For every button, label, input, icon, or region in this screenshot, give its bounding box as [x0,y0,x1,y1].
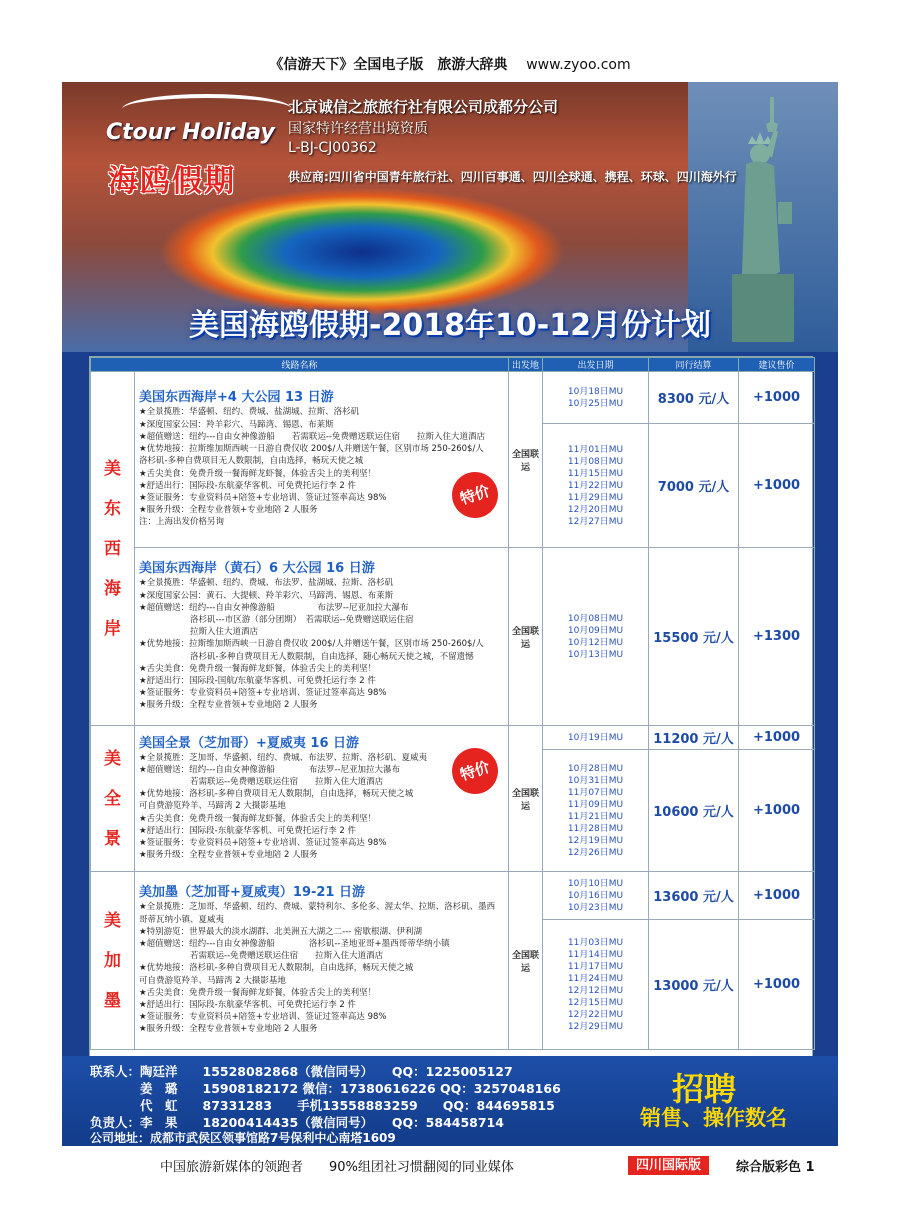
departure-date: 10月19日MU [567,732,624,743]
route-feature: ★超值赠送：纽约---自由女神像游船 布法罗--尼亚加拉大瀑布 [139,602,409,613]
route-feature: ★舒适出行：国际段-东航豪华客机、可免费托运行李 2 件 [139,1000,357,1010]
route-feature: 可自费游览羚羊、马蹄湾 2 大摄影基地 [139,975,286,986]
departure-dates [543,548,649,726]
route-feature: ★深度国家公园：黄石、大提顿、羚羊彩穴、马蹄湾、锡恩、布莱斯 [139,590,394,601]
departure-date: 11月09日MU [567,799,624,810]
trade-price: 13000 元/人 [649,920,739,1050]
header-depart: 出发地 [509,358,543,372]
departure-date: 12月26日MU [567,847,624,858]
departure-date: 12月12日MU [567,985,624,996]
route-feature: ★超值赠送：纽约---自由女神像游船 若需联运--免费赠送联运住宿 拉斯入住大道酒店 [139,431,485,442]
route-title[interactable]: 美国全景（芝加哥）+夏威夷 16 日游 [139,735,360,751]
departure-dates [543,424,649,548]
departure-date: 10月09日MU [567,625,624,636]
departure-date: 11月14日MU [567,949,624,960]
edition-label: 综合版彩色 1 [736,1160,815,1175]
special-price-badge: 特价 [446,466,504,524]
publication-header [0,54,900,74]
departure-city: 全国联运 [509,548,543,726]
region-char: 加 [104,950,121,971]
website-link[interactable]: www.zyoo.com [526,57,631,73]
departure-date: 12月19日MU [567,835,624,846]
route-feature: ★全景揽胜：华盛顿、纽约、费城、盐湖城、拉斯、洛杉矶 [139,407,360,418]
region-char: 全 [104,788,121,809]
route-feature: ★超值赠送：纽约---自由女神像游船 布法罗--尼亚加拉大瀑布 [139,764,400,775]
route-feature: ★舒适出行：国际段-国航/东航豪华客机、可免费托运行李 2 件 [139,676,376,686]
region-char: 海 [104,578,121,599]
suggested-markup: +1300 [739,548,815,726]
route-feature: 注：上海出发价格另询 [139,517,225,528]
departure-date: 12月27日MU [567,516,624,527]
route-feature: ★优势地接：洛杉矶-多种自费项目无人数限制，自由选择，畅玩天使之城 [139,789,414,800]
suggested-markup: +1000 [739,920,815,1050]
region-char: 墨 [104,990,121,1011]
header-price: 同行结算 [649,358,739,372]
route-feature: ★舒适出行：国际段-东航豪华客机、可免费托运行李 2 件 [139,480,357,491]
license-line-1: 国家特许经营出境资质 [288,121,428,137]
route-description [135,726,509,872]
departure-city: 全国联运 [509,372,543,548]
company-name: 北京诚信之旅旅行社有限公司成都分公司 [288,98,559,116]
itinerary-table [89,356,813,1058]
route-feature: ★深度国家公园：羚羊彩穴、马蹄湾、锡恩、布莱斯 [139,419,334,430]
route-feature: ★舌尖美食：免费升级一餐海鲜龙虾餐，体验舌尖上的美利坚！ [139,987,377,998]
route-feature: ★签证服务：专业资料员+陪签+专业培训、签证过签率高达 98% [139,1012,387,1023]
region-char: 东 [104,498,121,519]
route-feature: ★特别游览：世界最大的淡水湖群、北美洲五大湖之二--- 密歇根湖、伊利湖 [139,926,423,937]
recruit-positions: 销售、操作数名 [640,1106,787,1130]
contact-row-3: 代 虹 87331283 手机13558883259 QQ：844695815 [90,1098,555,1113]
route-description [135,872,509,1050]
license-info [288,120,428,158]
departure-date: 11月21日MU [567,811,624,822]
departure-city: 全国联运 [509,726,543,872]
route-feature: 若需联运--免费赠送联运住宿 拉斯入住大道酒店 [139,776,384,787]
departure-date: 10月28日MU [567,763,624,774]
region-char: 美 [104,458,121,479]
special-price-badge: 特价 [446,742,504,800]
route-feature: ★全景揽胜：华盛顿、纽约、费城、布法罗、盐湖城、拉斯、洛杉矶 [139,578,394,589]
departure-date: 10月13日MU [567,649,624,660]
route-feature: ★舒适出行：国际段-东航豪华客机、可免费托运行李 2 件 [139,825,357,836]
departure-date: 12月20日MU [567,504,624,515]
trade-price: 7000 元/人 [649,424,739,548]
route-feature: 拉斯入住大道酒店 [139,627,259,638]
region-label [91,872,135,1050]
trade-price: 13600 元/人 [649,872,739,920]
departure-date: 10月23日MU [567,902,624,913]
footer-slogan: 中国旅游新媒体的领跑者 90%组团社习惯翻阅的同业媒体 [160,1160,514,1175]
route-feature: ★舌尖美食：免费升级一餐海鲜龙虾餐，体验舌尖上的美利坚！ [139,468,377,479]
route-feature: ★服务升级：全程专业普领+专业地陪 2 人服务 [139,850,318,861]
header-suggest: 建议售价 [739,358,815,372]
table-header-row [91,358,815,372]
departure-dates [543,726,649,750]
edition-badge: 四川国际版 [628,1156,709,1175]
suggested-markup: +1000 [739,750,815,872]
departure-city: 全国联运 [509,872,543,1050]
company-address: 公司地址：成都市武侯区领事馆路7号保利中心南塔1609 [90,1131,396,1145]
route-description [135,548,509,726]
suggested-markup: +1000 [739,424,815,548]
region-char: 美 [104,748,121,769]
departure-date: 10月18日MU [567,386,624,397]
route-feature: ★舌尖美食：免费升级一餐海鲜龙虾餐，体验舌尖上的美利坚！ [139,663,377,674]
route-title[interactable]: 美加墨（芝加哥+夏威夷）19-21 日游 [139,885,365,901]
recruit-heading: 招聘 [672,1070,737,1108]
trade-price: 15500 元/人 [649,548,739,726]
hero-banner [62,82,838,352]
region-char: 美 [104,910,121,931]
trade-price: 8300 元/人 [649,372,739,424]
departure-date: 11月29日MU [567,492,624,503]
table-row [91,548,815,726]
route-feature: ★全景揽胜：芝加哥、华盛顿、纽约、费城、布法罗、拉斯、洛杉矶、夏威夷 [139,752,428,763]
route-feature: 洛杉矶-多种自费项目无人数限制，自由选择，畅玩天使之城 [139,456,364,467]
departure-date: 11月08日MU [567,456,624,467]
contact-row-1: 联系人：陶廷洋 15528082868（微信同号） QQ：1225005127 [90,1064,513,1079]
departure-date: 12月29日MU [567,1021,624,1032]
route-feature: ★全景揽胜：芝加哥、华盛顿、纽约、费城、蒙特利尔、多伦多、渥太华、拉斯、洛杉矶、墨西 [139,902,496,913]
page-title: 美国海鸥假期-2018年10-12月份计划 [189,308,711,343]
route-description [135,372,509,548]
departure-date: 10月12日MU [567,637,624,648]
trade-price: 11200 元/人 [649,726,739,750]
route-feature: ★签证服务：专业资料员+陪签+专业培训、签证过签率高达 98% [139,492,387,503]
route-feature: ★服务升级：全程专业普领+专业地陪 2 人服务 [139,1024,318,1035]
departure-date: 11月01日MU [567,444,624,455]
table-row [91,872,815,920]
departure-date: 11月17日MU [567,961,624,972]
advertisement-page [62,82,838,1146]
suggested-markup: +1000 [739,872,815,920]
departure-dates [543,872,649,920]
departure-date: 10月10日MU [567,878,624,889]
table-row [91,372,815,424]
route-feature: ★优势地接：洛杉矶-多种自费项目无人数限制，自由选择，畅玩天使之城 [139,963,414,974]
contact-row-2: 姜 璐 15908182172 微信：17380616226 QQ：3257048166 [90,1081,561,1096]
contact-row-4: 负责人：李 果 18200414435（微信同号） QQ：584458714 [90,1115,504,1130]
departure-date: 10月16日MU [567,890,624,901]
region-char: 景 [104,828,121,849]
departure-dates [543,920,649,1050]
route-feature: ★签证服务：专业资料员+陪签+专业培训、签证过签率高达 98% [139,688,387,699]
suggested-markup: +1000 [739,726,815,750]
route-title[interactable]: 美国东西海岸+4 大公园 13 日游 [139,390,334,406]
region-label [91,372,135,726]
route-feature: ★优势地接：拉斯维加斯西峡一日游自费仅收 200$/人并赠送午餐，区别市场 250-260$/人 [139,444,484,455]
route-feature: ★舌尖美食：免费升级一餐海鲜龙虾餐，体验舌尖上的美利坚！ [139,813,377,824]
route-feature: 哥蒂瓦纳小镇、夏威夷 [139,914,225,925]
region-char: 西 [104,538,121,559]
departure-date: 11月24日MU [567,973,624,984]
route-feature: ★优势地接：拉斯维加斯西峡一日游自费仅收 200$/人并赠送午餐，区别市场 250-260$/人 [139,639,484,650]
departure-date: 11月03日MU [567,937,624,948]
route-feature: ★签证服务：专业资料员+陪签+专业培训、签证过签率高达 98% [139,838,387,848]
departure-dates [543,372,649,424]
departure-date: 11月22日MU [567,480,624,491]
contact-section [62,1056,838,1146]
route-feature: 若需联运--免费赠送联运住宿 拉斯入住大道酒店 [139,951,384,962]
header-route: 线路名称 [91,358,509,372]
table-row [91,726,815,750]
departure-date: 10月31日MU [567,775,624,786]
trade-price: 10600 元/人 [649,750,739,872]
logo-chinese: 海鸥假期 [108,164,236,199]
suggested-markup: +1000 [739,372,815,424]
departure-date: 12月15日MU [567,997,624,1008]
route-title[interactable]: 美国东西海岸（黄石）6 大公园 16 日游 [139,561,375,577]
departure-date: 11月15日MU [567,468,624,479]
route-feature: 可自费游览羚羊、马蹄湾 2 大摄影基地 [139,801,286,812]
region-label [91,726,135,872]
departure-date: 10月25日MU [567,398,624,409]
departure-date: 11月07日MU [567,787,624,798]
route-feature: 洛杉矶---市区游（部分团期） 若需联运--免费赠送联运住宿 [139,614,414,625]
route-feature: ★服务升级：全程专业普领+专业地陪 2 人服务 [139,505,318,516]
departure-date: 10月08日MU [567,613,624,624]
departure-date: 12月22日MU [567,1009,624,1020]
departure-dates [543,750,649,872]
logo-english: Ctour Holiday [106,120,275,145]
page-footer [0,1156,900,1176]
route-feature: ★超值赠送：纽约---自由女神像游船 洛杉矶--圣地亚哥+墨西哥蒂华纳小镇 [139,938,450,949]
route-feature: ★服务升级：全程专业普领+专业地陪 2 人服务 [139,700,318,711]
publication-title: 《信游天下》全国电子版 旅游大辞典 [269,57,508,73]
suppliers-list: 供应商:四川省中国青年旅行社、四川百事通、四川全球通、携程、环球、四川海外行 [288,170,737,184]
region-char: 岸 [104,618,121,639]
route-feature: 洛杉矶-多种自费项目无人数限制，自由选择，随心畅玩天使之城，不留遗憾 [139,651,474,662]
header-dates: 出发日期 [543,358,649,372]
license-number: L-BJ-CJ00362 [288,140,377,156]
departure-date: 11月28日MU [567,823,624,834]
